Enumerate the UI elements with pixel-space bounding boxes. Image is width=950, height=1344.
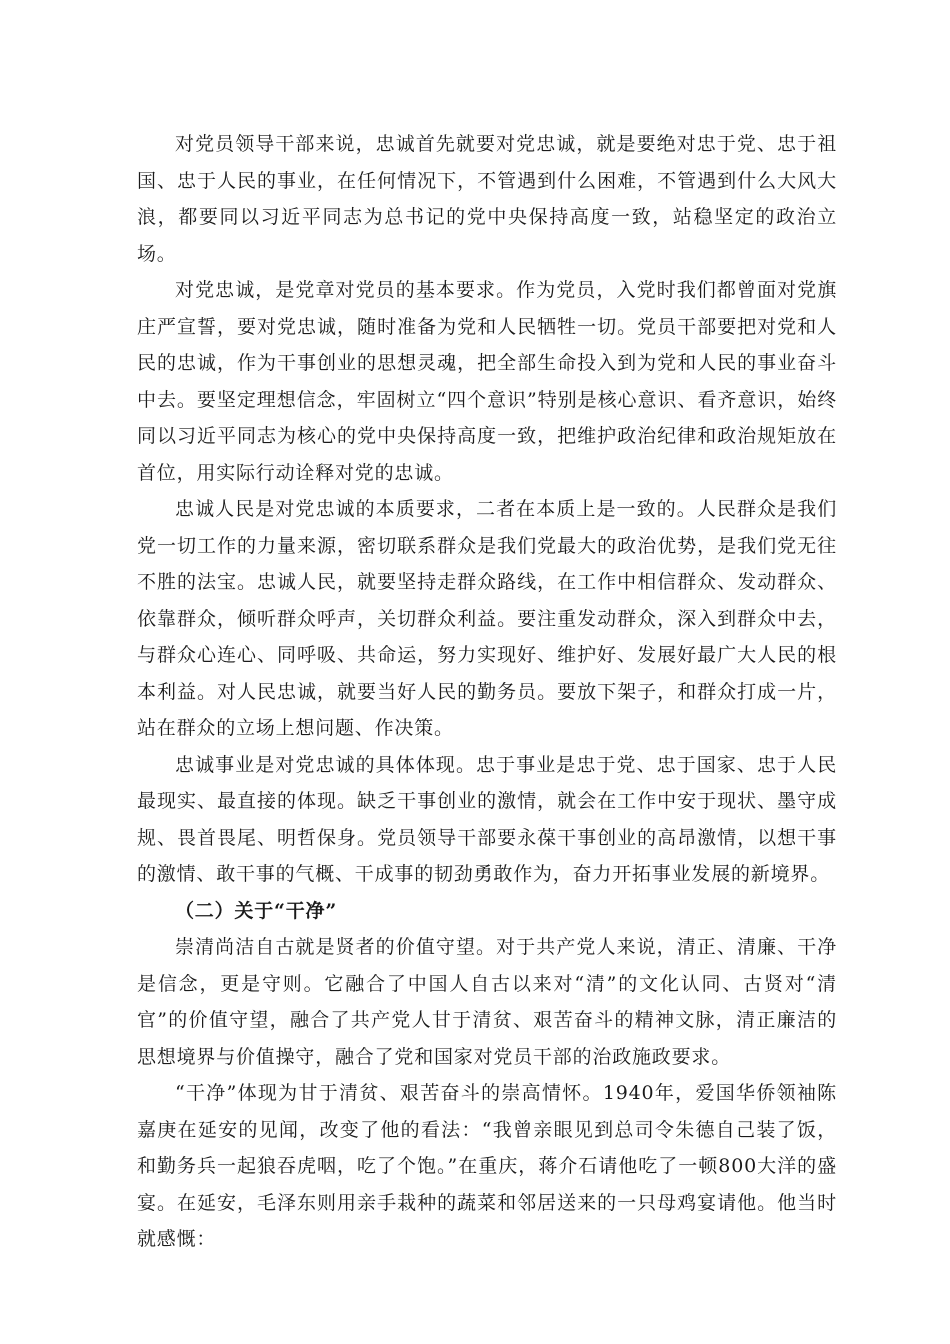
paragraph-clean-intro: 崇清尚洁自古就是贤者的价值守望。对于共产党人来说，清正、清廉、干净是信念，更是守则。它融合了中国人自古以来对“清”的文化认同、古贤对“清官”的价值守望，融合了共产党人甘于清贫、艰苦奋斗的精神文脉，清正廉洁的思想境界与价值操守，融合了党和国家对党员干部的治政施政要求。 <box>137 936 837 1068</box>
section-heading: （二）关于“干净” <box>175 899 338 922</box>
paragraph-loyalty-to-cause: 忠诚事业是对党忠诚的具体体现。忠于事业是忠于党、忠于国家、忠于人民最现实、最直接的体现。缺乏干事创业的激情，就会在工作中安于现状、墨守成规、畏首畏尾、明哲保身。党员领导干部要永葆干事创业的高昂激情，以想干事的激情、敢干事的气概、干成事的韧劲勇敢作为，奋力开拓事业发展的新境界。 <box>137 753 837 885</box>
paragraph-loyalty-to-party: 对党忠诚，是党章对党员的基本要求。作为党员，入党时我们都曾面对党旗庄严宣誓，要对党忠诚，随时准备为党和人民牺牲一切。党员干部要把对党和人民的忠诚，作为干事创业的思想灵魂，把全部生命投入到为党和人民的事业奋斗中去。要坚定理想信念，牢固树立“四个意识”特别是核心意识、看齐意识，始终同以习近平同志为核心的党中央保持高度一致，把维护政治纪律和政治规矩放在首位，用实际行动诠释对党的忠诚。 <box>137 279 837 484</box>
document-body <box>137 126 837 1258</box>
paragraph-loyalty-intro: 对党员领导干部来说，忠诚首先就要对党忠诚，就是要绝对忠于党、忠于祖国、忠于人民的事业，在任何情况下，不管遇到什么困难，不管遇到什么大风大浪，都要同以习近平同志为总书记的党中央保持高度一致，站稳坚定的政治立场。 <box>137 133 837 265</box>
paragraph-loyalty-to-people: 忠诚人民是对党忠诚的本质要求，二者在本质上是一致的。人民群众是我们党一切工作的力量来源，密切联系群众是我们党最大的政治优势，是我们党无往不胜的法宝。忠诚人民，就要坚持走群众路线，在工作中相信群众、发动群众、依靠群众，倾听群众呼声，关切群众利益。要注重发动群众，深入到群众中去，与群众心连心、同呼吸、共命运，努力实现好、维护好、发展好最广大人民的根本利益。对人民忠诚，就要当好人民的勤务员。要放下架子，和群众打成一片，站在群众的立场上想问题、作决策。 <box>137 498 837 739</box>
paragraph-clean-example: “干净”体现为甘于清贫、艰苦奋斗的崇高情怀。1940年，爱国华侨领袖陈嘉庚在延安的见闻，改变了他的看法：“我曾亲眼见到总司令朱德自己装了饭，和勤务兵一起狼吞虎咽，吃了个饱。”在重庆，蒋介石请他吃了一顿800大洋的盛宴。在延安，毛泽东则用亲手栽种的蔬菜和邻居送来的一只母鸡宴请他。他当时就感慨： <box>137 1082 837 1250</box>
